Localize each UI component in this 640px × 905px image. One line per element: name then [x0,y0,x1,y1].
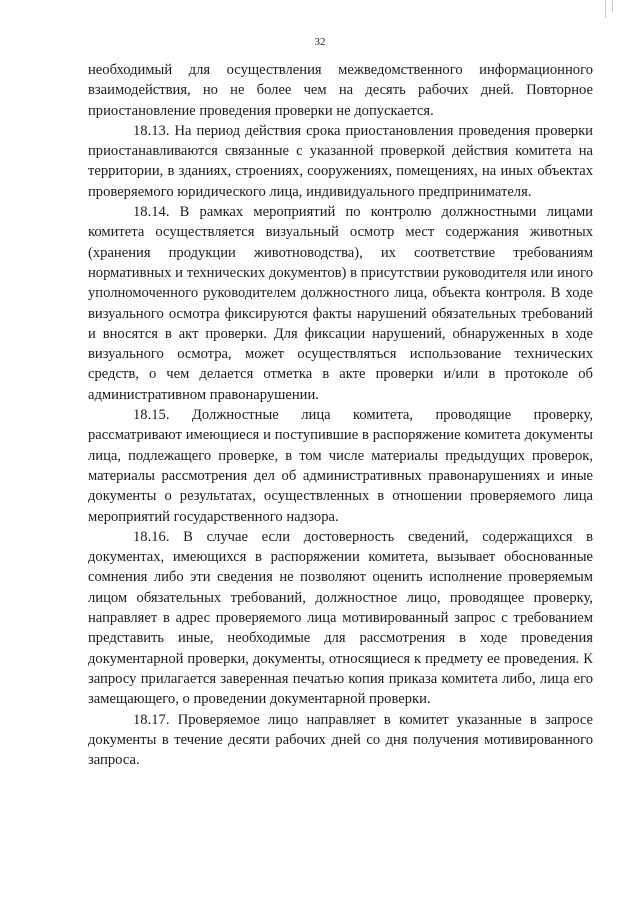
scan-artifact-top-right [605,0,606,18]
paragraph-18-15: 18.15. Должностные лица комитета, проводящие проверку, рассматривают имеющиеся и поступившие в распоряжение комитета документы лица, подлежащего проверке, в том числе материалы предыдущих проверок, материалы рассмотрения дел об административных правонарушениях и иные документы о результатах, осуществленных в отношении проверяемого лица мероприятий государственного надзора. [88,407,593,525]
paragraph-continuation: необходимый для осуществления межведомственного информационного взаимодействия, но не более чем на десять рабочих дней. Повторное приостановление проведения проверки не допускается. [88,62,593,119]
paragraph-18-13: 18.13. На период действия срока приостановления проведения проверки приостанавливаются связанные с указанной проверкой действия комитета на территории, в зданиях, строениях, сооружениях, помещениях, на иных объектах проверяемого юридического лица, индивидуального предпринимателя. [88,122,593,200]
document-body [88,60,593,770]
paragraph-18-14: 18.14. В рамках мероприятий по контролю должностными лицами комитета осуществляется визуальный осмотр мест содержания животных (хранения продукции животноводства), их соответствие требованиям нормативных и технических документов) в присутствии руководителя или иного уполномоченного руководителем должностного лица, объекта контроля. В ходе визуального осмотра фиксируются факты нарушений обязательных требований и вносятся в акт проверки. Для фиксации нарушений, обнаруженных в ходе визуального осмотра, может осуществляться использование технических средств, о чем делается отметка в акте проверки и/или в протоколе об административном правонарушении. [88,204,593,403]
paragraph-18-17: 18.17. Проверяемое лицо направляет в комитет указанные в запросе документы в течение десяти рабочих дней со дня получения мотивированного запроса. [88,711,593,769]
scan-artifact-top-right-2 [612,0,613,12]
paragraph-18-16: 18.16. В случае если достоверность сведений, содержащихся в документах, имеющихся в распоряжении комитета, вызывает обоснованные сомнения либо эти сведения не позволяют оценить исполнение проверяемым лицом обязательных требований, должностное лицо, проводящее проверку, направляет в адрес проверяемого лица мотивированный запрос с требованием представить иные, необходимые для рассмотрения в ходе проведения документарной проверки, документы, относящиеся к предмету ее проведения. К запросу прилагается заверенная печатью копия приказа комитета либо, лица его замещающего, о проведении документарной проверки. [88,528,593,708]
page-number: 32 [314,36,326,48]
